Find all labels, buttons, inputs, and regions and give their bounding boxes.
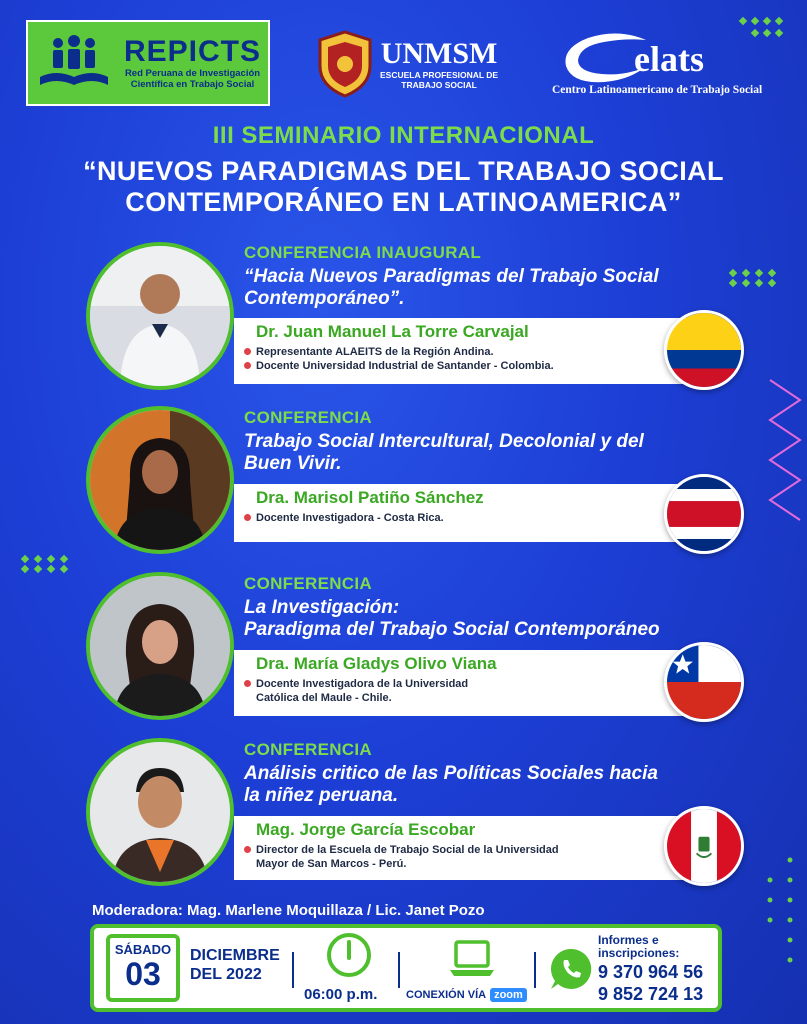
info-label-line-2: inscripciones: [598,946,680,960]
repicts-logo [26,20,270,106]
zoom-badge: zoom [490,988,527,1002]
speaker-block-3 [0,572,807,732]
event-time: 06:00 p.m. [304,986,378,1003]
costa-rica-flag-icon [664,474,744,554]
bullet-dot [244,680,251,687]
speaker-detail-3a-text: Docente Investigadora de la Universidad [256,678,469,690]
conference-title-1-line-2: Contemporáneo”. [244,288,405,309]
repicts-name: REPICTS [124,35,262,68]
speaker-detail-4a-text: Director de la Escuela de Trabajo Social de la Universidad [256,844,559,856]
speaker-detail-1b-text: Docente Universidad Industrial de Santander - Colombia. [256,360,554,372]
laptop-icon [448,938,496,978]
unmsm-subtitle-1: ESCUELA PROFESIONAL DE [380,70,499,80]
event-day: 03 [125,956,161,992]
speaker-block-4 [0,738,807,898]
unmsm-logo [316,30,498,98]
connection-label: CONEXIÓN VÍA [406,989,487,1001]
speaker-block-2 [0,406,807,566]
footer-divider [534,952,536,988]
connection-info [406,988,527,1002]
speaker-photo-3 [86,572,234,720]
info-label-line-1: Informes e [598,933,659,947]
conference-title-2-line-1: Trabajo Social Intercultural, Decolonial y del [244,431,644,452]
speaker-photo-2 [86,406,234,554]
event-month-line-1: DICIEMBRE [190,947,280,964]
speaker-detail-2a [244,511,720,525]
clock-icon [326,932,372,978]
whatsapp-icon [548,946,594,992]
chile-flag-icon [664,642,744,722]
speaker-detail-3b-text: Católica del Maule - Chile. [256,692,392,704]
phone-number-1[interactable]: 9 370 964 56 [598,962,704,982]
speaker-photo-1 [86,242,234,390]
speaker-name-1: Dr. Juan Manuel La Torre Carvajal [256,322,529,341]
event-info-bar [90,924,722,1012]
calendar-badge [106,934,180,1002]
speaker-card-2 [234,484,720,542]
phone-number-2[interactable]: 9 852 724 13 [598,984,704,1004]
speaker-detail-4a [244,843,720,857]
conference-title-4-line-2: la niñez peruana. [244,785,399,806]
speaker-card-4 [234,816,720,880]
speaker-name-3: Dra. María Gladys Olivo Viana [256,654,497,673]
colombia-flag-icon [664,310,744,390]
bullet-dot [244,846,251,853]
unmsm-subtitle-2: TRABAJO SOCIAL [401,80,477,90]
unmsm-name: UNMSM [380,37,498,70]
speaker-detail-4b-text: Mayor de San Marcos - Perú. [256,858,407,870]
speaker-detail-2a-text: Docente Investigadora - Costa Rica. [256,512,444,524]
speaker-detail-3b [244,691,720,705]
speaker-detail-4b [244,857,720,871]
footer-divider [292,952,294,988]
conference-title-4-line-1: Análisis critico de las Políticas Sociales hacia [244,763,658,784]
bullet-dot [244,514,251,521]
footer-divider [398,952,400,988]
speaker-detail-1a-text: Representante ALAEITS de la Región Andina. [256,346,494,358]
speaker-photo-4 [86,738,234,886]
conference-title-3-line-1: La Investigación: [244,597,400,618]
speaker-detail-1b [244,359,720,373]
conference-type-4: CONFERENCIA [244,740,372,759]
celats-logo [548,30,778,102]
bullet-dot [244,348,251,355]
celats-name: elats [634,39,704,79]
repicts-subtitle-2: Científica en Trabajo Social [130,79,255,90]
seminar-theme-line-1: “NUEVOS PARADIGMAS DEL TRABAJO SOCIAL [83,156,724,186]
conference-title-2-line-2: Buen Vivir. [244,453,342,474]
peru-flag-icon [664,806,744,886]
repicts-subtitle-1: Red Peruana de Investigación [124,68,261,79]
speaker-card-1 [234,318,720,384]
conference-title-1-line-1: “Hacia Nuevos Paradigmas del Trabajo Social [244,266,659,287]
info-label [598,934,679,960]
decorative-dots [730,270,778,286]
conference-title-2 [244,431,714,475]
conference-title-4 [244,763,714,807]
decorative-dots [22,556,70,572]
seminar-theme-line-2: CONTEMPORÁNEO EN LATINOAMERICA” [125,187,682,217]
speaker-block-1 [0,240,807,400]
conference-type-2: CONFERENCIA [244,408,372,427]
university-seal-icon [316,30,374,98]
seminar-title: III SEMINARIO INTERNACIONAL [212,122,595,149]
speaker-card-3 [234,650,720,716]
conference-title-3-line-2: Paradigma del Trabajo Social Contemporáneo [244,619,660,640]
conference-title-3 [244,597,724,641]
speaker-detail-1a [244,345,720,359]
event-weekday: SÁBADO [114,942,172,957]
conference-type-1: CONFERENCIA INAUGURAL [244,243,482,262]
speaker-name-4: Mag. Jorge García Escobar [256,820,476,839]
book-people-icon [36,29,112,97]
celats-subtitle: Centro Latinoamericano de Trabajo Social [552,84,763,96]
seminar-theme [0,156,807,218]
bullet-dot [244,362,251,369]
speaker-name-2: Dra. Marisol Patiño Sánchez [256,488,484,507]
event-month [190,946,280,984]
event-month-line-2: DEL 2022 [190,966,262,983]
conference-type-3: CONFERENCIA [244,574,372,593]
moderator-text: Moderadora: Mag. Marlene Moquillaza / Lic. Janet Pozo [92,902,485,919]
conference-title-1 [244,266,714,310]
speaker-detail-3a [244,677,720,691]
